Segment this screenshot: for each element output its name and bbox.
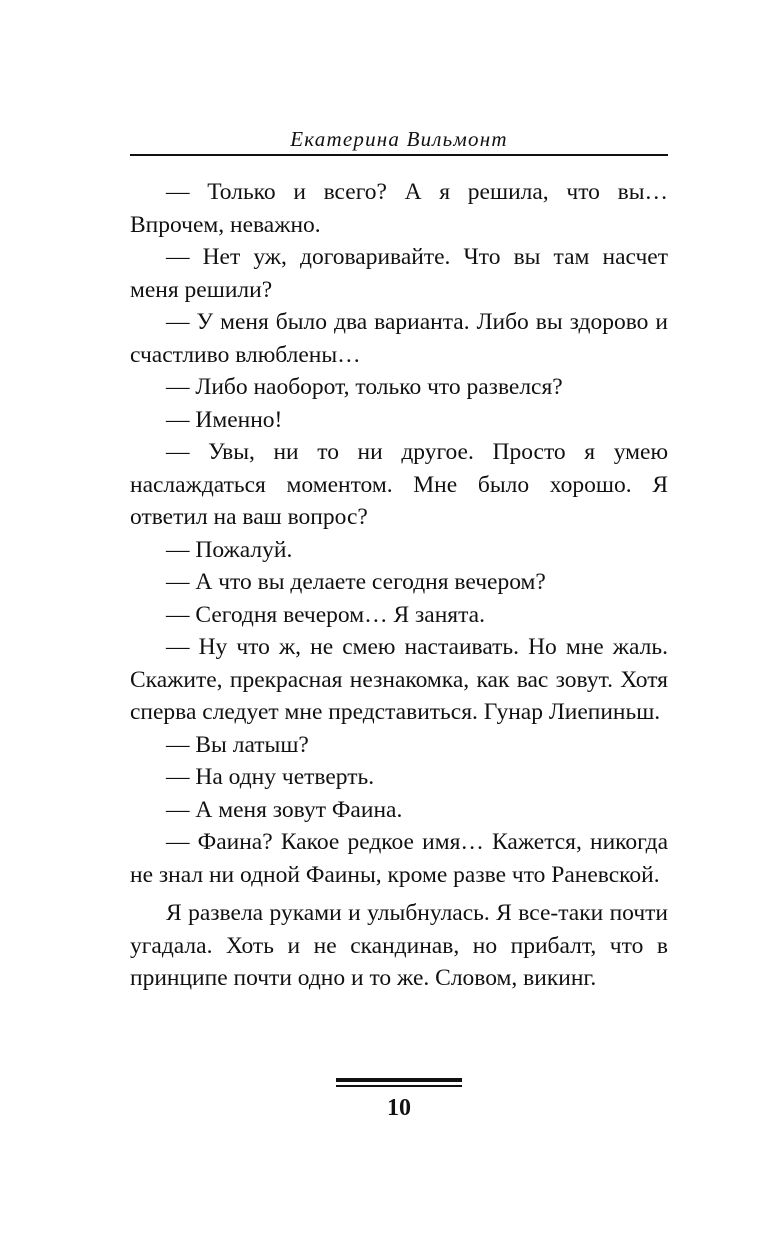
dialogue-line: — Ну что ж, не смею настаивать. Но мне жаль. Скажите, прекрасная незнакомка, как вас зовут. Хотя сперва следует мне представиться. Гунар Лиепиньш. [130,634,668,725]
dialogue-line: — У меня было два варианта. Либо вы здорово и счастливо влюблены… [130,309,668,368]
footer-rule-thick [336,1078,462,1082]
narrative-paragraph: Я развела руками и улыбнулась. Я все-таки почти угадала. Хоть и не скандинав, но прибалт, что в принципе почти одно и то же. Словом, викинг. [130,900,668,991]
dialogue-line: — Вы латыш? [166,731,309,758]
dialogue-line: — Либо наоборот, только что развелся? [166,374,563,400]
dialogue-line: — Пожалуй. [166,536,293,563]
dialogue-line: — А что вы делаете сегодня вечером? [166,569,546,595]
dialogue-line: — Только и всего? А я решила, что вы… Впрочем, неважно. [130,179,668,238]
running-header-author: Екатерина Вильмонт [290,127,508,151]
footer-rules [336,1078,462,1087]
dialogue-line: — Сегодня вечером… Я занята. [166,601,485,628]
dialogue-line: — А меня зовут Фаина. [166,796,403,823]
dialogue-line: — Фаина? Какое редкое имя… Кажется, никогда не знал ни одной Фаины, кроме разве что Раневской. [130,829,668,888]
dialogue-line: — Нет уж, договаривайте. Что вы там насчет меня решили? [130,244,668,303]
body-text [130,176,668,995]
page-number: 10 [387,1095,411,1121]
dialogue-line: — Именно! [166,406,283,433]
header-rule [130,154,668,156]
footer-rule-thin [336,1085,462,1087]
dialogue-line: — На одну четверть. [166,764,375,790]
dialogue-line: — Увы, ни то ни другое. Просто я умею наслаждаться моментом. Мне было хорошо. Я ответил на ваш вопрос? [130,439,668,530]
